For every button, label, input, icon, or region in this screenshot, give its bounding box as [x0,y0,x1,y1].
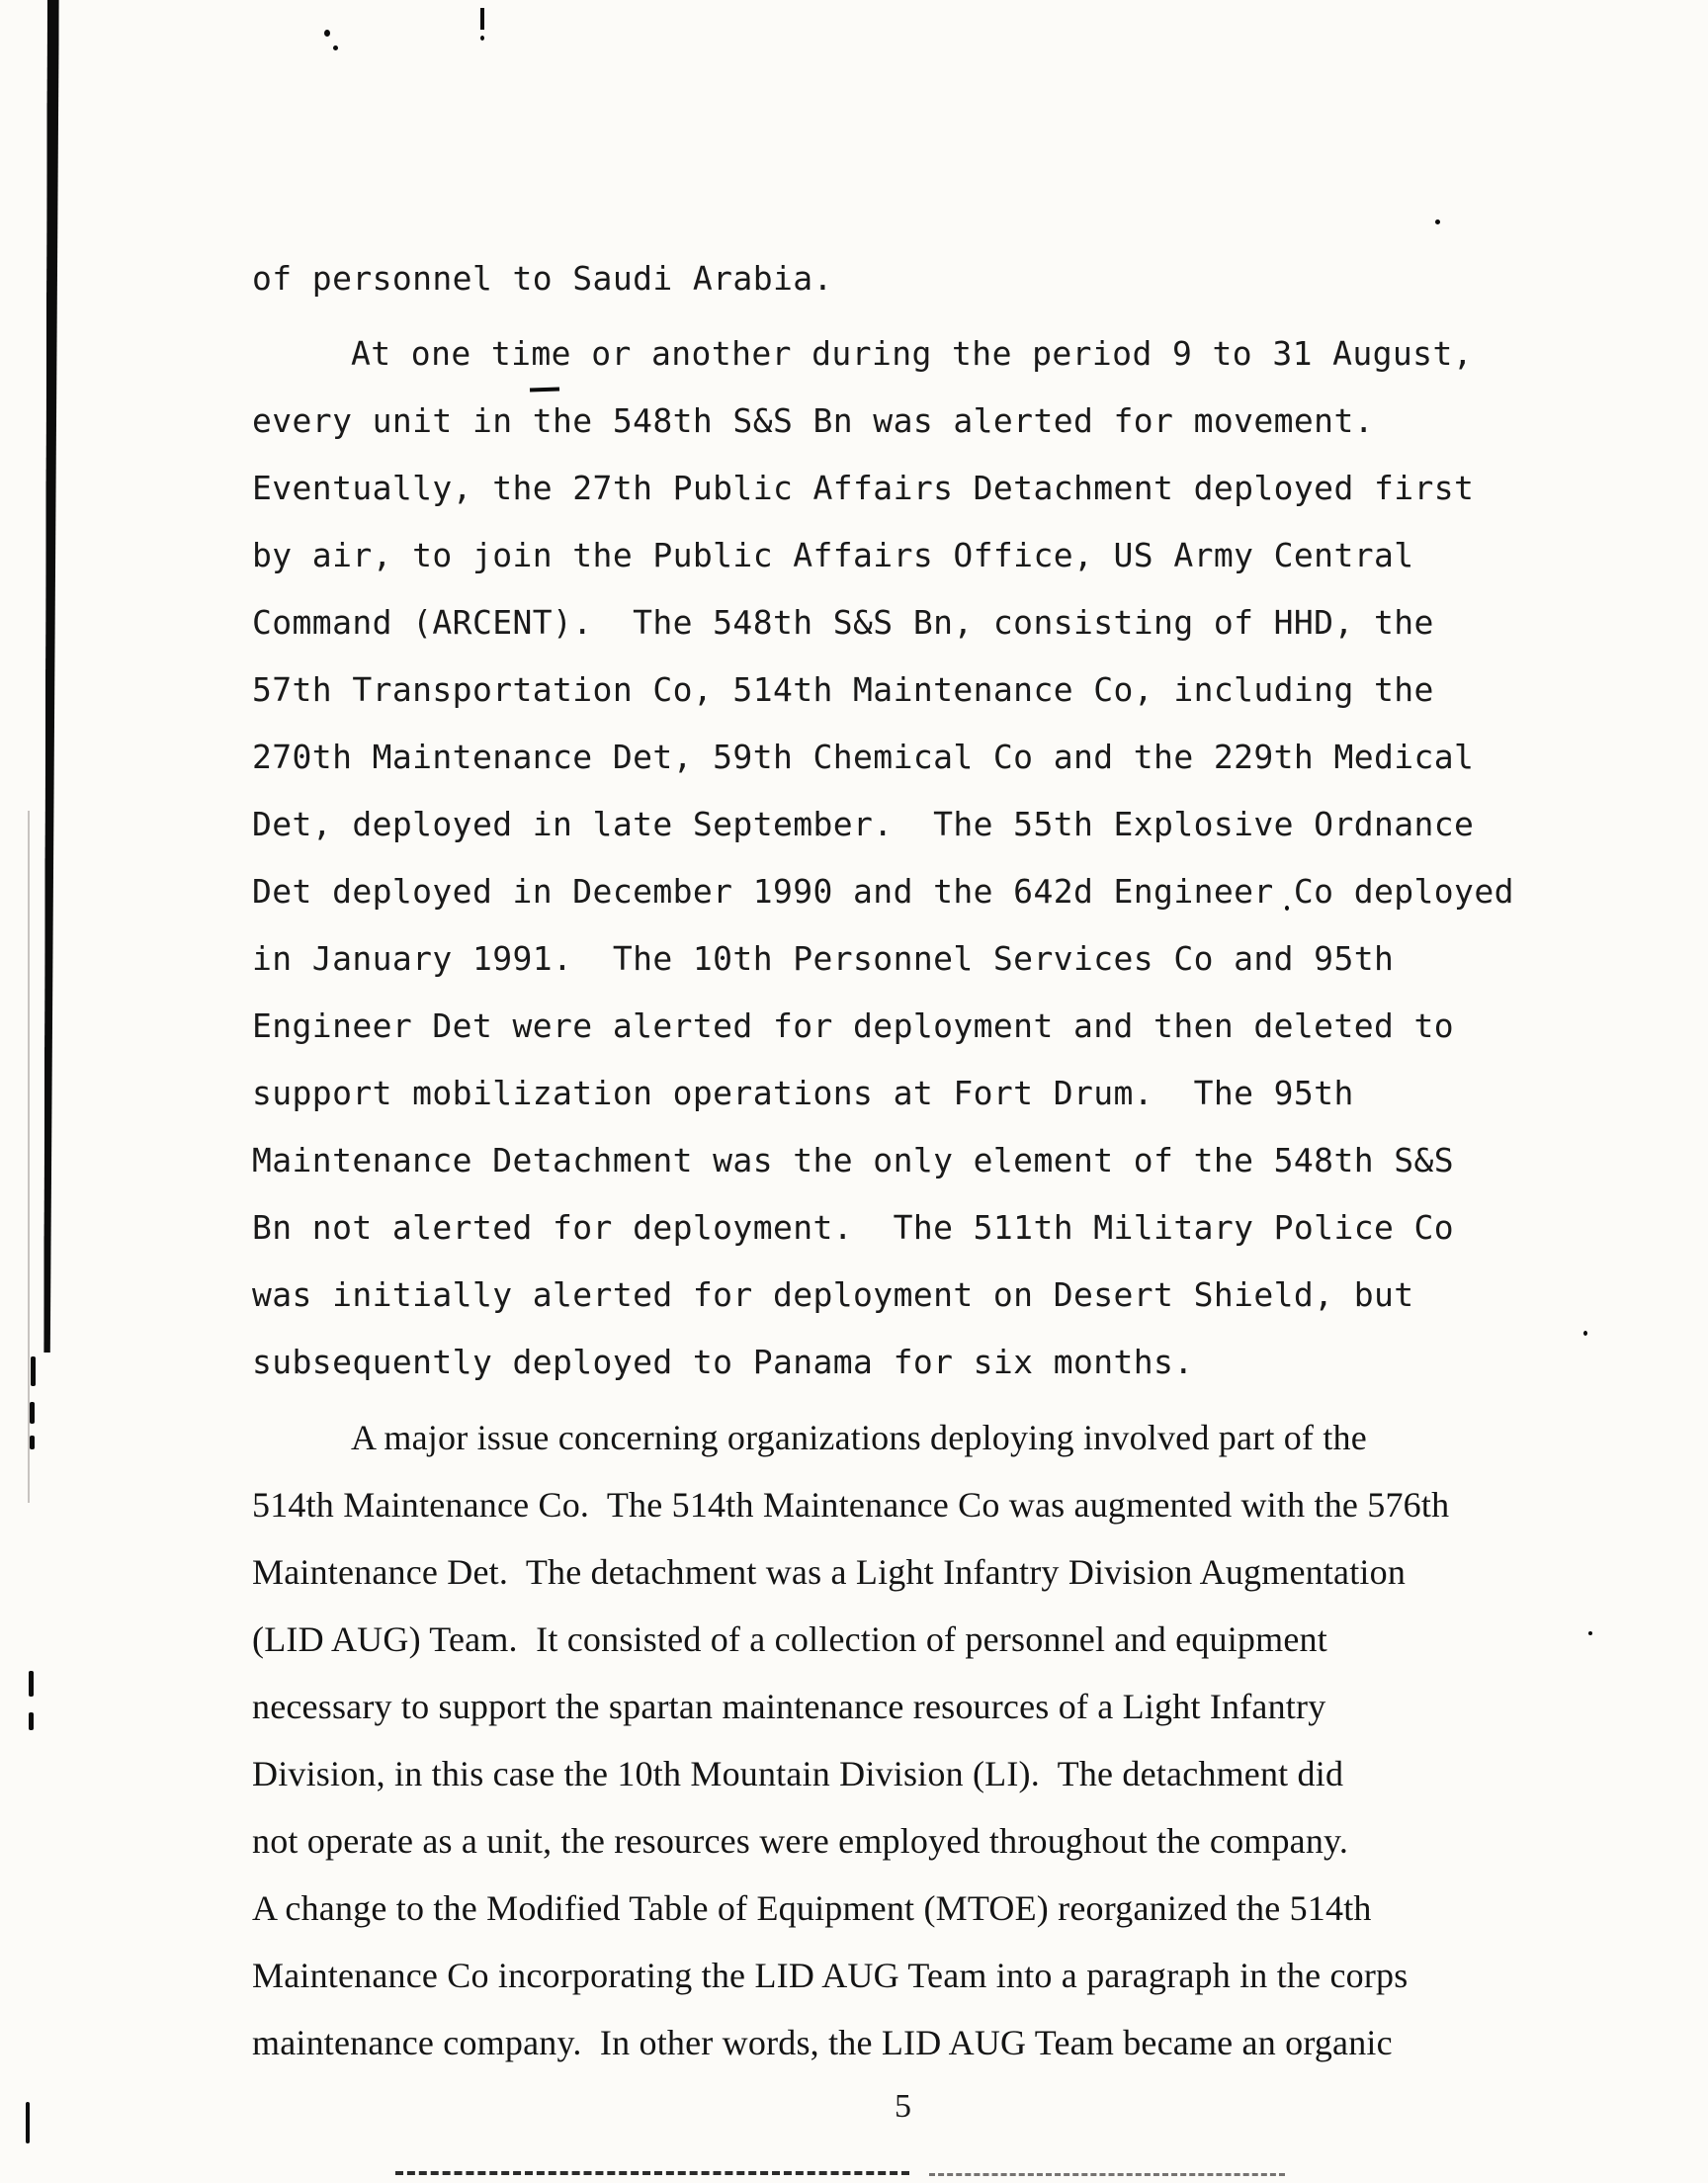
text-line: in January 1991. The 10th Personnel Services Co and 95th [252,939,1395,978]
scan-artifact-bottom-edge [929,2173,1285,2176]
scan-artifact-speck [1583,1331,1587,1336]
text-line: Maintenance Co incorporating the LID AUG Team into a paragraph in the corps [252,1956,1409,1995]
text-line: 270th Maintenance Det, 59th Chemical Co and the 229th Medical [252,738,1475,776]
scan-artifact-dash [29,1712,34,1730]
text-line: Division, in this case the 10th Mountain Division (LI). The detachment did [252,1754,1344,1793]
text-line: (LID AUG) Team. It consisted of a collection of personnel and equipment [252,1619,1327,1659]
scan-artifact-tick [480,8,484,30]
text-line: A major issue concerning organizations deploying involved part of the [351,1418,1367,1457]
paragraph-continuation [252,245,1567,312]
text-line: Det, deployed in late September. The 55th Explosive Ordnance [252,805,1475,843]
scan-artifact-left-bar [43,0,59,1353]
scan-artifact-dash [30,1402,35,1424]
text-line: subsequently deployed to Panama for six months. [252,1343,1194,1381]
scan-artifact-dash [30,1436,35,1449]
text-line: not operate as a unit, the resources were employed throughout the company. [252,1821,1349,1861]
text-line: was initially alerted for deployment on Desert Shield, but [252,1275,1414,1314]
scan-artifact-dash [31,1356,36,1386]
text-line: Command (ARCENT). The 548th S&S Bn, consisting of HHD, the [252,603,1434,642]
scan-artifact-bottom-edge [395,2171,909,2175]
text-line: Eventually, the 27th Public Affairs Detachment deployed first [252,469,1475,507]
text-line: At one time or another during the period 9 to 31 August, [351,334,1473,373]
paragraph-deployment [252,320,1567,1396]
scan-artifact-speck [1435,219,1440,224]
text-line: A change to the Modified Table of Equipment (MTOE) reorganized the 514th [252,1888,1372,1928]
scan-artifact-dash [26,2102,30,2143]
text-line: 514th Maintenance Co. The 514th Maintenance Co was augmented with the 576th [252,1485,1450,1525]
page-number: 5 [895,2088,911,2125]
text-line: by air, to join the Public Affairs Office, US Army Central [252,536,1414,574]
scan-artifact-speck [480,36,484,41]
paragraph-maintenance [252,1404,1567,2076]
scan-artifact-edge-line [28,811,30,1503]
text-line: 57th Transportation Co, 514th Maintenance Co, including the [252,670,1434,709]
text-line: necessary to support the spartan maintenance resources of a Light Infantry [252,1687,1326,1726]
text-line: Maintenance Detachment was the only element of the 548th S&S [252,1141,1455,1179]
text-line: support mobilization operations at Fort Drum. The 95th [252,1074,1354,1112]
text-line: Det deployed in December 1990 and the 642d Engineer Co deployed [252,872,1514,911]
text-line: Maintenance Det. The detachment was a Light Infantry Division Augmentation [252,1552,1407,1592]
text-line: maintenance company. In other words, the LID AUG Team became an organic [252,2023,1393,2062]
scan-artifact-speck [333,45,338,50]
scan-artifact-speck [1588,1631,1592,1635]
text-line: Bn not alerted for deployment. The 511th Military Police Co [252,1208,1455,1247]
scan-artifact-dash [29,1671,34,1697]
text-line: Engineer Det were alerted for deployment and then deleted to [252,1006,1455,1045]
text-line: of personnel to Saudi Arabia. [252,259,833,298]
scan-artifact-speck [324,30,330,37]
page-content [252,245,1567,2076]
text-line: every unit in the 548th S&S Bn was alerted for movement. [252,401,1374,440]
